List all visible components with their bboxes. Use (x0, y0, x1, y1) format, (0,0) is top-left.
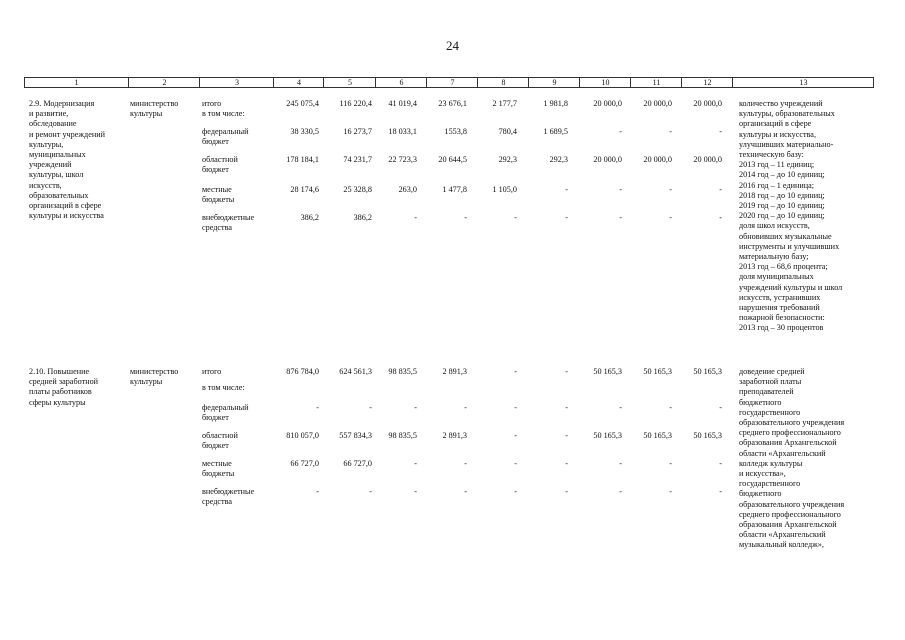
amount-cell: 98 835,5 (388, 367, 417, 376)
amount-cell: - (369, 403, 372, 412)
amount-cell: - (414, 403, 417, 412)
funding-source: итого в том числе: (202, 99, 245, 119)
header-cell: 1 (74, 78, 79, 87)
amount-cell: 386,2 (353, 213, 372, 222)
funding-source: местные бюджеты (202, 185, 235, 205)
amount-cell: 74 231,7 (343, 155, 372, 164)
amount-cell: 50 165,3 (643, 367, 672, 376)
amount-cell: - (619, 487, 622, 496)
header-cell: 2 (128, 78, 200, 87)
funding-source: итого (202, 367, 222, 376)
amount-cell: - (719, 213, 722, 222)
amount-cell: 1 689,5 (543, 127, 568, 136)
measure-name: 2.9. Модернизация и развитие, обследование и ремонт учреждений культуры, муниципальных учреждений культуры, школ искусств, образовательных организаций в сфере культуры и искусства (29, 99, 105, 221)
amount-cell: - (669, 487, 672, 496)
amount-cell: 20 000,0 (643, 99, 672, 108)
executor: министерство культуры (130, 367, 179, 387)
header-cell: 12 (681, 78, 733, 87)
amount-cell: 20 000,0 (693, 99, 722, 108)
amount-cell: 50 165,3 (693, 431, 722, 440)
amount-cell: - (414, 459, 417, 468)
amount-cell: - (464, 487, 467, 496)
amount-cell: 876 784,0 (286, 367, 319, 376)
header-cell: 6 (375, 78, 427, 87)
amount-cell: - (565, 213, 568, 222)
amount-cell: - (565, 459, 568, 468)
amount-cell: - (316, 487, 319, 496)
amount-cell: - (369, 487, 372, 496)
measure-name: 2.10. Повышение средней заработной платы работников сферы культуры (29, 367, 99, 407)
funding-source: в том числе: (202, 383, 245, 392)
header-cell: 4 (273, 78, 324, 87)
amount-cell: - (619, 185, 622, 194)
amount-cell: - (719, 403, 722, 412)
funding-source: областной бюджет (202, 431, 238, 451)
header-cell: 9 (528, 78, 580, 87)
amount-cell: - (565, 185, 568, 194)
amount-cell: 20 000,0 (593, 99, 622, 108)
amount-cell: - (669, 459, 672, 468)
funding-source: федеральный бюджет (202, 127, 249, 147)
amount-cell: - (619, 459, 622, 468)
amount-cell: 245 075,4 (286, 99, 319, 108)
header-cell: 10 (579, 78, 631, 87)
amount-cell: - (719, 487, 722, 496)
amount-cell: 292,3 (498, 155, 517, 164)
amount-cell: 116 220,4 (339, 99, 372, 108)
amount-cell: 98 835,5 (388, 431, 417, 440)
amount-cell: 16 273,7 (343, 127, 372, 136)
amount-cell: - (514, 487, 517, 496)
funding-source: внебюджетные средства (202, 213, 255, 233)
header-cell: 3 (199, 78, 274, 87)
amount-cell: - (669, 127, 672, 136)
amount-cell: 2 891,3 (442, 367, 467, 376)
amount-cell: 18 033,1 (388, 127, 417, 136)
amount-cell: 263,0 (398, 185, 417, 194)
amount-cell: - (464, 213, 467, 222)
amount-cell: - (719, 127, 722, 136)
amount-cell: 50 165,3 (593, 367, 622, 376)
amount-cell: 557 834,3 (339, 431, 372, 440)
funding-source: внебюджетные средства (202, 487, 255, 507)
indicator-text: количество учреждений культуры, образовательных организаций в сфере культуры и искусства, улучшивших материально- техническую базу: 2013 год – 11 единиц; 2014 год – до 10 единиц; 2016 год – 1 единица; 2018 год – до 10 единиц; 2019 год – до 10 единиц; 2020 год – до 10 единиц; доля школ искусств, обновивших музыкальные инструменты и улучшивших материальную базу; 2013 год – 68,6 процента; доля муниципальных учреждений культуры и школ искусств, устранивших нарушения требований пожарной безопасности: 2013 год – 30 процентов (739, 99, 843, 333)
amount-cell: 20 000,0 (643, 155, 672, 164)
amount-cell: 20 000,0 (693, 155, 722, 164)
amount-cell: 1 105,0 (492, 185, 517, 194)
header-cell: 7 (426, 78, 478, 87)
amount-cell: - (414, 487, 417, 496)
amount-cell: - (514, 459, 517, 468)
amount-cell: 50 165,3 (593, 431, 622, 440)
amount-cell: - (565, 403, 568, 412)
amount-cell: 23 676,1 (438, 99, 467, 108)
amount-cell: 624 561,3 (339, 367, 372, 376)
amount-cell: 50 165,3 (693, 367, 722, 376)
amount-cell: - (619, 213, 622, 222)
amount-cell: 66 727,0 (290, 459, 319, 468)
amount-cell: 2 891,3 (442, 431, 467, 440)
page-number: 24 (446, 38, 459, 53)
amount-cell: - (514, 403, 517, 412)
amount-cell: - (669, 185, 672, 194)
funding-source: федеральный бюджет (202, 403, 249, 423)
amount-cell: - (464, 459, 467, 468)
amount-cell: 178 184,1 (286, 155, 319, 164)
amount-cell: 66 727,0 (343, 459, 372, 468)
amount-cell: - (464, 403, 467, 412)
funding-source: областной бюджет (202, 155, 238, 175)
header-cell: 5 (323, 78, 376, 87)
amount-cell: 28 174,6 (290, 185, 319, 194)
amount-cell: 1 981,8 (543, 99, 568, 108)
amount-cell: 25 328,8 (343, 185, 372, 194)
amount-cell: - (669, 403, 672, 412)
amount-cell: - (514, 213, 517, 222)
amount-cell: - (414, 213, 417, 222)
indicator-text: доведение средней заработной платы преподавателей бюджетного государственного образовательного учреждения среднего профессионального образования Архангельской области «Архангельский колледж культуры и искусства», государственного бюджетного образовательного учреждения среднего профессионального образования Архангельской области «Архангельский музыкальный колледж», (739, 367, 845, 550)
amount-cell: 386,2 (300, 213, 319, 222)
amount-cell: - (719, 185, 722, 194)
amount-cell: 22 723,3 (388, 155, 417, 164)
header-cell: 11 (630, 78, 682, 87)
amount-cell: 38 330,5 (290, 127, 319, 136)
amount-cell: 810 057,0 (286, 431, 319, 440)
amount-cell: 20 644,5 (438, 155, 467, 164)
table-header-row (24, 77, 874, 88)
amount-cell: 780,4 (498, 127, 517, 136)
amount-cell: - (514, 367, 517, 376)
header-cell: 13 (732, 78, 874, 87)
amount-cell: - (619, 127, 622, 136)
amount-cell: - (669, 213, 672, 222)
amount-cell: - (316, 403, 319, 412)
amount-cell: - (565, 487, 568, 496)
amount-cell: 1553,8 (444, 127, 467, 136)
amount-cell: 2 177,7 (492, 99, 517, 108)
header-cell: 8 (477, 78, 529, 87)
amount-cell: 50 165,3 (643, 431, 672, 440)
amount-cell: 292,3 (549, 155, 568, 164)
amount-cell: - (719, 459, 722, 468)
amount-cell: - (565, 431, 568, 440)
amount-cell: 41 019,4 (388, 99, 417, 108)
amount-cell: 20 000,0 (593, 155, 622, 164)
amount-cell: - (619, 403, 622, 412)
amount-cell: - (565, 367, 568, 376)
amount-cell: - (514, 431, 517, 440)
amount-cell: 1 477,8 (442, 185, 467, 194)
executor: министерство культуры (130, 99, 179, 119)
funding-source: местные бюджеты (202, 459, 235, 479)
